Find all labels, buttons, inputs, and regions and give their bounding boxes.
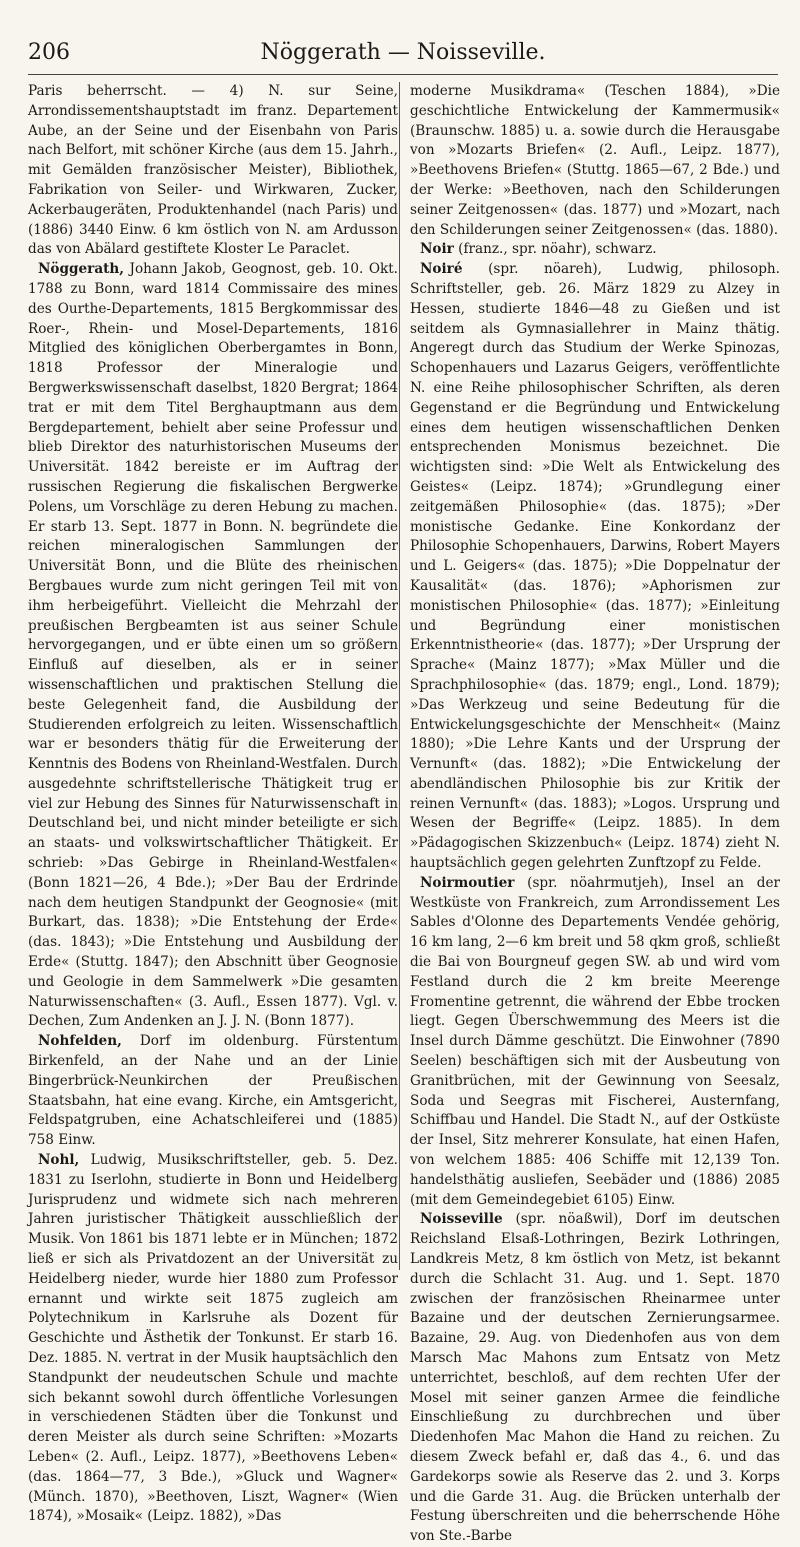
entry-text: (franz., spr. nöahr), schwarz. <box>458 241 657 258</box>
page-header <box>28 40 778 74</box>
entry-noirmoutier <box>410 874 780 1211</box>
entry-text: (spr. nöahrmutjeh), Insel an der Westküste von Frankreich, zum Arrondissement Les Sables d'Olonne des Departements Vendée gehörig, 16 km lang, 2—6 km breit und 58 qkm groß, schließt die Bai von Bourgneuf gegen SW. ab und wird vom Festland durch die 2 km breite Meerenge Fromentine getrennt, die während der Ebbe trocken liegt. Gegen Überschwemmung des Meers ist die Insel durch Dämme geschützt. Die Einwohner (7890 Seelen) beschäftigen sich mit der Ausbeutung von Granitbrüchen, mit der Gewinnung von Seesalz, Soda und Seegras mit Fischerei, Austernfang, Schiffbau und Handel. Die Stadt N., auf der Ostküste der Insel, Sitz mehrerer Konsulate, hat einen Hafen, von welchem 1885: 406 Schiffe mit 12,139 Ton. handelsthätig ausliefen, Seebäder und (1886) 2085 (mit dem Gemeindegebiet 6105) Einw. <box>410 874 780 1208</box>
entry-text: Ludwig, Musikschriftsteller, geb. 5. Dez. 1831 zu Iserlohn, studierte in Bonn und Heidelberg Jurisprudenz und widmete sich nach mehreren Jahren juristischer Thätigkeit ausschließlich der Musik. Von 1861 bis 1871 lebte er in München; 1872 ließ er sich als Privatdozent an der Universität zu Heidelberg nieder, wurde hier 1880 zum Professor ernannt und wirkte seit 1875 zugleich am Polytechnikum in Karlsruhe als Dozent für Geschichte und Ästhetik der Tonkunst. Er starb 16. Dez. 1885. N. vertrat in der Musik hauptsächlich den Standpunkt der neudeutschen Schule und machte sich bekannt sowohl durch öffentliche Vorlesungen in verschiedenen Städten über die Tonkunst und deren Meister als durch seine Schriften: »Mozarts Leben« (2. Aufl., Leipz. 1877), »Beethovens Leben« (das. 1864—77, 3 Bde.), »Gluck und Wagner« (Münch. 1870), »Beethoven, Liszt, Wagner« (Wien 1874), »Mosaik« (Leipz. 1882), »Das <box>28 1152 398 1525</box>
running-title: Nöggerath — Noisseville. <box>260 40 546 65</box>
entry-headword: Noiré <box>420 261 463 278</box>
entry-text: (spr. nöaßwil), Dorf im deutschen Reichsland Elsaß-Lothringen, Bezirk Lothringen, Landkreis Metz, 8 km östlich von Metz, ist bekannt durch die Schlacht 31. Aug. und 1. Sept. 1870 zwischen der französischen Rheinarmee unter Bazaine und der deutschen Zernierungsarmee. Bazaine, 29. Aug. von Diedenhofen aus von dem Marsch Mac Mahons zum Entsatz von Metz unterrichtet, beschloß, auf dem rechten Ufer der Mosel mit seiner ganzen Armee die feindliche Einschließung zu durchbrechen und über Diedenhofen Mac Mahon die Hand zu reichen. Zu diesem Zweck befahl er, daß das 4., 6. und das Gardekorps sowie als Reserve das 2. und 3. Korps und die Garde 31. Aug. die Brücken unterhalb der Festung überschreiten und die beherrschende Höhe von Ste.-Barbe <box>410 1211 780 1545</box>
entry-nohfelden <box>28 1032 398 1151</box>
entry-headword: Noisseville <box>420 1211 503 1228</box>
entry-text: Paris beherrscht. — 4) N. sur Seine, Arrondissementshauptstadt im franz. Departement Aube, an der Seine und der Eisenbahn von Paris nach Belfort, mit schöner Kirche (aus dem 15. Jahrh., mit Gemälden französischer Meister), Bibliothek, Fabrikation von Seiler- und Wirkwaren, Zucker, Ackerbaugeräten, Produktenhandel (nach Paris) und (1886) 3440 Einw. 6 km östlich von N. am Ardusson das von Abälard gestiftete Kloster Le Paraclet. <box>28 83 398 258</box>
entry-nohl-continuation <box>410 82 780 240</box>
entry-noeggerath <box>28 260 398 1032</box>
entry-text: (spr. nöareh), Ludwig, philosoph. Schriftsteller, geb. 26. März 1829 zu Alzey in Hessen, studierte 1846—48 zu Gießen und ist seitdem als Gymnasiallehrer in Mainz thätig. Angeregt durch das Studium der Werke Spinozas, Schopenhauers und Lazarus Geigers, veröffentlichte N. eine Reihe philosophischer Schriften, als deren Gegenstand er die Begründung und Entwickelung eines dem heutigen wissenschaftlichen Denken entsprechenden Monismus bezeichnet. Die wichtigsten sind: »Die Welt als Entwickelung des Geistes« (Leipz. 1874); »Grundlegung einer zeitgemäßen Philosophie« (das. 1875); »Der monistische Gedanke. Eine Konkordanz der Philosophie Schopenhauers, Darwins, Robert Mayers und L. Geigers« (das. 1875); »Die Doppelnatur der Kausalität« (das. 1876); »Aphorismen zur monistischen Philosophie« (das. 1877); »Einleitung und Begründung einer monistischen Erkenntnistheorie« (das. 1877); »Der Ursprung der Sprache« (Mainz 1877); »Max Müller und die Sprachphilosophie« (das. 1879; engl., Lond. 1879); »Das Werkzeug und seine Bedeutung für die Entwickelungsgeschichte der Menschheit« (Mainz 1880); »Die Lehre Kants und der Ursprung der Vernunft« (das. 1882); »Die Entwickelung der abendländischen Philosophie bis zur Kritik der reinen Vernunft« (das. 1883); »Logos. Ursprung und Wesen der Begriffe« (Leipz. 1885). In dem »Pädagogischen Skizzenbuch« (Leipz. 1874) zieht N. hauptsächlich gegen gelehrten Zunftzopf zu Felde. <box>410 261 780 872</box>
entry-headword: Nohl, <box>38 1152 80 1169</box>
page-number: 206 <box>28 40 70 65</box>
column-divider <box>399 82 400 1270</box>
entry-noire <box>410 260 780 874</box>
entry-headword: Noir <box>420 241 454 258</box>
header-rule <box>28 74 778 75</box>
entry-noir <box>410 240 780 260</box>
entry-noisseville <box>410 1210 780 1547</box>
entry-paris-continuation <box>28 82 398 260</box>
right-column <box>410 82 780 1545</box>
entry-text: moderne Musikdrama« (Teschen 1884), »Die geschichtliche Entwickelung der Kammermusik« (Braunschw. 1885) u. a. sowie durch die Herausgabe von »Mozarts Briefen« (2. Aufl., Leipz. 1877), »Beethovens Briefen« (Stuttg. 1865—67, 2 Bde.) und der Werke: »Beethoven, nach den Schilderungen seiner Zeitgenossen« (das. 1877) und »Mozart, nach den Schilderungen seiner Zeitgenossen« (das. 1880). <box>410 83 780 238</box>
entry-headword: Noirmoutier <box>420 874 515 891</box>
left-column <box>28 82 399 1525</box>
entry-text: Dorf im oldenburg. Fürstentum Birkenfeld, an der Nahe und an der Linie Bingerbrück-Neunkirchen der Preußischen Staatsbahn, hat eine evang. Kirche, ein Amtsgericht, Feldspatgruben, eine Achatschleiferei und (1885) 758 Einw. <box>28 1033 398 1149</box>
entry-headword: Nöggerath, <box>38 261 125 278</box>
entry-nohl <box>28 1151 398 1527</box>
entry-text: Johann Jakob, Geognost, geb. 10. Okt. 1788 zu Bonn, ward 1814 Commissaire des mines des Ourthe-Departements, 1815 Bergkommissar des Roer-, Rhein- und Mosel-Departements, 1816 Mitglied des königlichen Oberbergamtes in Bonn, 1818 Professor der Mineralogie und Bergwerkswissenschaft daselbst, 1820 Bergrat; 1864 trat er mit dem Titel Berghauptmann aus dem Bergdepartement, behielt aber seine Professur und blieb Direktor des naturhistorischen Museums der Universität. 1842 bereiste er im Auftrag der russischen Regierung die fiskalischen Bergwerke Polens, um Vorschläge zu deren Hebung zu machen. Er starb 13. Sept. 1877 in Bonn. N. begründete die reichen mineralogischen Sammlungen der Universität Bonn, und die Blüte des rheinischen Bergbaues wurde zum nicht geringen Teil mit von ihm herbeigeführt. Vielleicht die Mehrzahl der preußischen Bergbeamten ist aus seiner Schule hervorgegangen, und er übte einen um so größern Einfluß auf dieselben, als er in seiner wissenschaftlichen und praktischen Stellung die beste Gelegenheit fand, die Ausbildung der Studierenden erfolgreich zu leiten. Wissenschaftlich war er besonders thätig für die Erweiterung der Kenntnis des Bodens von Rheinland-Westfalen. Durch ausgedehnte schriftstellerische Thätigkeit trug er viel zur Hebung des Sinnes für Naturwissenschaft in Deutschland bei, und nicht minder beteiligte er sich an staats- und volkswirtschaftlicher Thätigkeit. Er schrieb: »Das Gebirge in Rheinland-Westfalen« (Bonn 1821—26, 4 Bde.); »Der Bau der Erdrinde nach dem heutigen Standpunkt der Geognosie« (mit Burkart, das. 1838); »Die Entstehung der Erde« (das. 1843); »Die Entstehung und Ausbildung der Erde« (Stuttg. 1847); den Abschnitt über Geognosie und Geologie in dem Sammelwerk »Die gesamten Naturwissenschaften« (3. Aufl., Essen 1877). Vgl. v. Dechen, Zum Andenken an J. J. N. (Bonn 1877). <box>28 261 399 1030</box>
entry-headword: Nohfelden, <box>38 1033 122 1050</box>
